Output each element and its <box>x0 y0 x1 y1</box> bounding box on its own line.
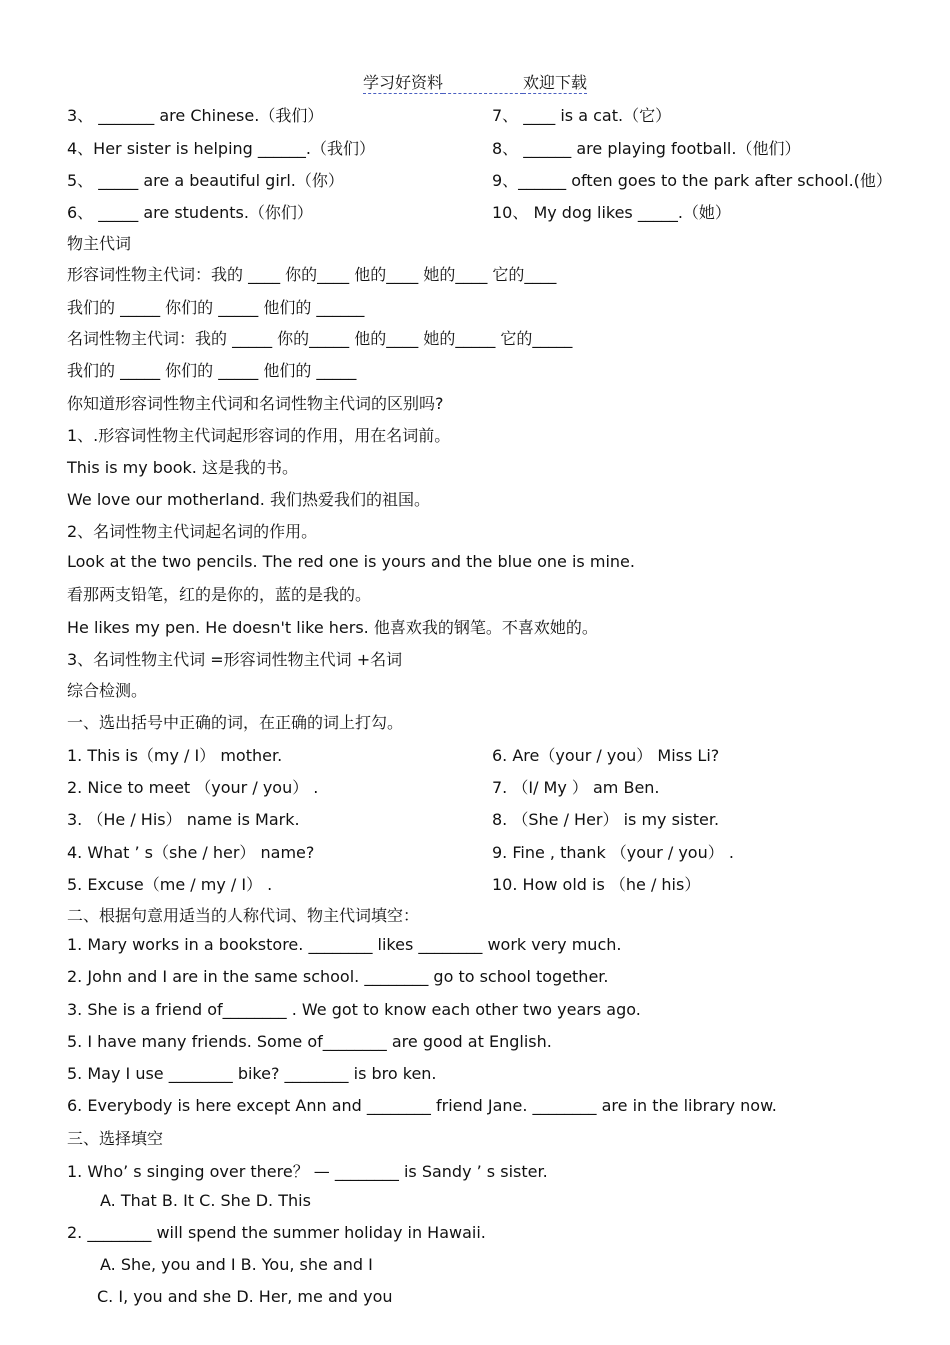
document-line: 5. Excuse（me / my / I） . <box>67 875 273 894</box>
document-line: We love our motherland. 我们热爱我们的祖国。 <box>67 490 430 509</box>
document-line: 10. How old is （he / his） <box>492 875 701 894</box>
document-line: 我们的 _____ 你们的 _____ 他们的 _____ <box>67 361 357 380</box>
document-line: 4. What ’ s（she / her） name? <box>67 843 315 862</box>
document-line: 1、.形容词性物主代词起形容词的作用，用在名词前。 <box>67 426 451 445</box>
header-divider <box>443 77 523 94</box>
header-right: 欢迎下载 <box>523 70 587 94</box>
document-line: 1. Mary works in a bookstore. ________ likes ________ work very much. <box>67 935 622 954</box>
document-line: A. She, you and I B. You, she and I <box>100 1255 373 1274</box>
document-line: 9、______ often goes to the park after school.(他） <box>492 171 892 190</box>
document-line: 5. May I use ________ bike? ________ is bro ken. <box>67 1064 437 1083</box>
document-line: 3、 _______ are Chinese.（我们） <box>67 106 324 125</box>
document-line: 一、选出括号中正确的词，在正确的词上打勾。 <box>67 713 404 732</box>
document-line: 物主代词 <box>67 234 132 253</box>
document-line: 3. She is a friend of________ . We got to know each other two years ago. <box>67 1000 641 1019</box>
header-left: 学习好资料 <box>363 70 443 94</box>
document-line: 8. （She / Her） is my sister. <box>492 810 720 829</box>
document-line: 我们的 _____ 你们的 _____ 他们的 ______ <box>67 298 365 317</box>
document-line: 7. （I/ My ） am Ben. <box>492 778 660 797</box>
document-line: 看那两支铅笔，红的是你的，蓝的是我的。 <box>67 585 372 604</box>
document-line: 三、选择填空 <box>67 1129 164 1148</box>
document-line: 3、名词性物主代词 =形容词性物主代词 +名词 <box>67 650 403 669</box>
document-line: 2. John and I are in the same school. ________ go to school together. <box>67 967 609 986</box>
document-line: 3. （He / His） name is Mark. <box>67 810 300 829</box>
page-header <box>0 70 950 94</box>
document-line: 10、 My dog likes _____.（她） <box>492 203 731 222</box>
document-line: 2. ________ will spend the summer holiday in Hawaii. <box>67 1223 486 1242</box>
document-line: Look at the two pencils. The red one is yours and the blue one is mine. <box>67 552 635 571</box>
document-line: 6. Everybody is here except Ann and ________ friend Jane. ________ are in the library now. <box>67 1096 777 1115</box>
document-line: 1. Who’ s singing over there？ — ________ is Sandy ’ s sister. <box>67 1162 548 1181</box>
document-line: He likes my pen. He doesn't like hers. 他喜欢我的钢笔。不喜欢她的。 <box>67 618 598 637</box>
document-line: 综合检测。 <box>67 681 148 700</box>
document-line: 二、根据句意用适当的人称代词、物主代词填空： <box>67 906 420 925</box>
document-line: A. That B. It C. She D. This <box>100 1191 311 1210</box>
document-line: 6. Are（your / you） Miss Li? <box>492 746 720 765</box>
document-line: 8、 ______ are playing football.（他们） <box>492 139 801 158</box>
document-line: 9. Fine , thank （your / you） . <box>492 843 734 862</box>
document-line: 5. I have many friends. Some of________ are good at English. <box>67 1032 552 1051</box>
document-line: 7、 ____ is a cat.（它） <box>492 106 672 125</box>
document-line: This is my book. 这是我的书。 <box>67 458 298 477</box>
document-line: 名词性物主代词：我的 _____ 你的_____ 他的____ 她的_____ 它的_____ <box>67 329 573 348</box>
document-line: 你知道形容词性物主代词和名词性物主代词的区别吗? <box>67 394 444 413</box>
document-line: C. I, you and she D. Her, me and you <box>97 1287 393 1306</box>
document-line: 1. This is（my / I） mother. <box>67 746 283 765</box>
document-line: 2、名词性物主代词起名词的作用。 <box>67 522 318 541</box>
document-line: 形容词性物主代词：我的 ____ 你的____ 他的____ 她的____ 它的____ <box>67 265 557 284</box>
document-line: 5、 _____ are a beautiful girl.（你） <box>67 171 344 190</box>
document-line: 4、Her sister is helping ______.（我们） <box>67 139 375 158</box>
document-line: 6、 _____ are students.（你们） <box>67 203 313 222</box>
document-line: 2. Nice to meet （your / you） . <box>67 778 319 797</box>
